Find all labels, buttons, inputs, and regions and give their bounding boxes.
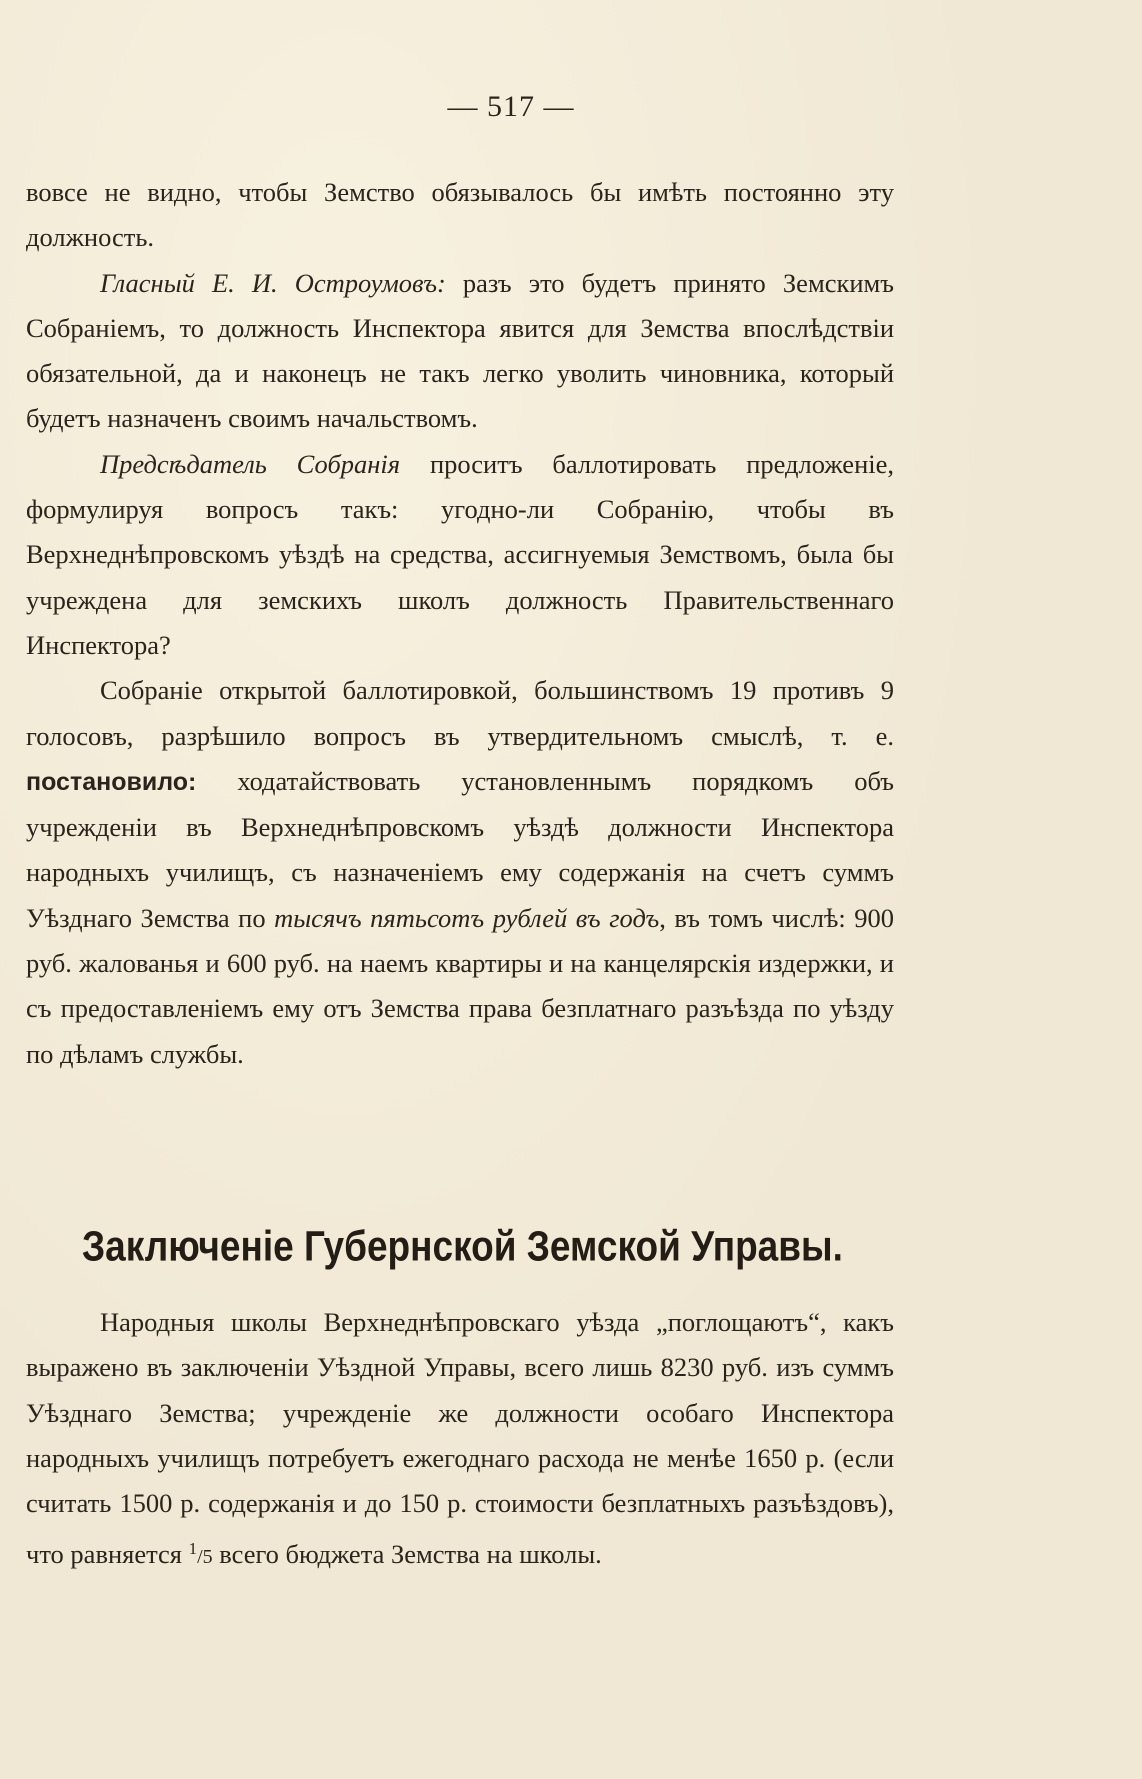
section-heading: Заключеніе Губернской Земской Управы.: [82, 1222, 843, 1270]
conclusion-text-b: всего бюджета Земства на школы.: [212, 1539, 602, 1570]
paragraph-conclusion: [26, 1300, 894, 1581]
paragraph-continuation: вовсе не видно, чтобы Земство обязывалось бы имѣть постоянно эту должность.: [26, 177, 894, 253]
chairman-statement: проситъ баллотировать предложеніе, формулируя вопросъ такъ: угодно-ли Собранію, чтобы въ Верхнеднѣпровскомъ уѣздѣ на средства, ассигнуемыя Земствомъ, была бы учреждена для земскихъ школъ должность Правительственнаго Инспектора?: [26, 448, 894, 660]
paragraph-resolution: [26, 668, 894, 1077]
paragraph-ostroumov: [26, 261, 894, 442]
paragraph-chairman: [26, 442, 894, 668]
page-number: — 517 —: [447, 90, 575, 123]
resolution-text-b: ходатайствовать установленнымъ порядкомъ объ учрежденіи въ Верхнеднѣпровскомъ уѣздѣ должности Инспектора народныхъ училищъ, съ назначеніемъ ему содержанія на счетъ суммъ Уѣзднаго Земства по: [26, 765, 894, 933]
speaker-statement: разъ это будетъ принято Земскимъ Собраніемъ, то должность Инспектора явится для Земства впослѣдствіи обязательной, да и наконецъ не такъ легко уволить чиновника, который будетъ назначенъ своимъ начальствомъ.: [26, 267, 895, 434]
conclusion-text: [26, 1300, 894, 1581]
resolution-amount: тысячъ пятьсотъ рублей въ годъ: [274, 902, 660, 933]
chairman-name: Предсѣдатель Собранія: [100, 448, 401, 479]
resolution-keyword: постановило:: [26, 767, 197, 796]
fraction-denominator: /5: [197, 1546, 213, 1569]
conclusion-text-a: Народныя школы Верхнеднѣпровскаго уѣзда „поглощаютъ“, какъ выражено въ заключеніи Уѣздной Управы, всего лишь 8230 руб. изъ суммъ Уѣзднаго Земства; учрежденіе же должности особаго Инспектора народныхъ училищъ потребуетъ ежегоднаго расхода не менѣе 1650 р. (если считать 1500 р. содержанія и до 150 р. стоимости безплатныхъ разъѣздовъ), что равняется: [26, 1307, 894, 1570]
resolution-text-c: , въ томъ числѣ: 900 руб. жалованья и 600 руб. на наемъ квартиры и на канцелярскія издержки, и съ предоставленіемъ ему отъ Земства права безплатнаго разъѣзда по уѣзду по дѣламъ службы.: [26, 902, 894, 1069]
speaker-name: Гласный Е. И. Остроумовъ:: [100, 267, 446, 298]
fraction-numerator: 1: [188, 1539, 198, 1559]
resolution-text-a: Собраніе открытой баллотировкой, большинствомъ 19 противъ 9 голосовъ, разрѣшило вопросъ въ утвердительномъ смыслѣ, т. е.: [26, 675, 894, 751]
body-text: [26, 170, 894, 1077]
